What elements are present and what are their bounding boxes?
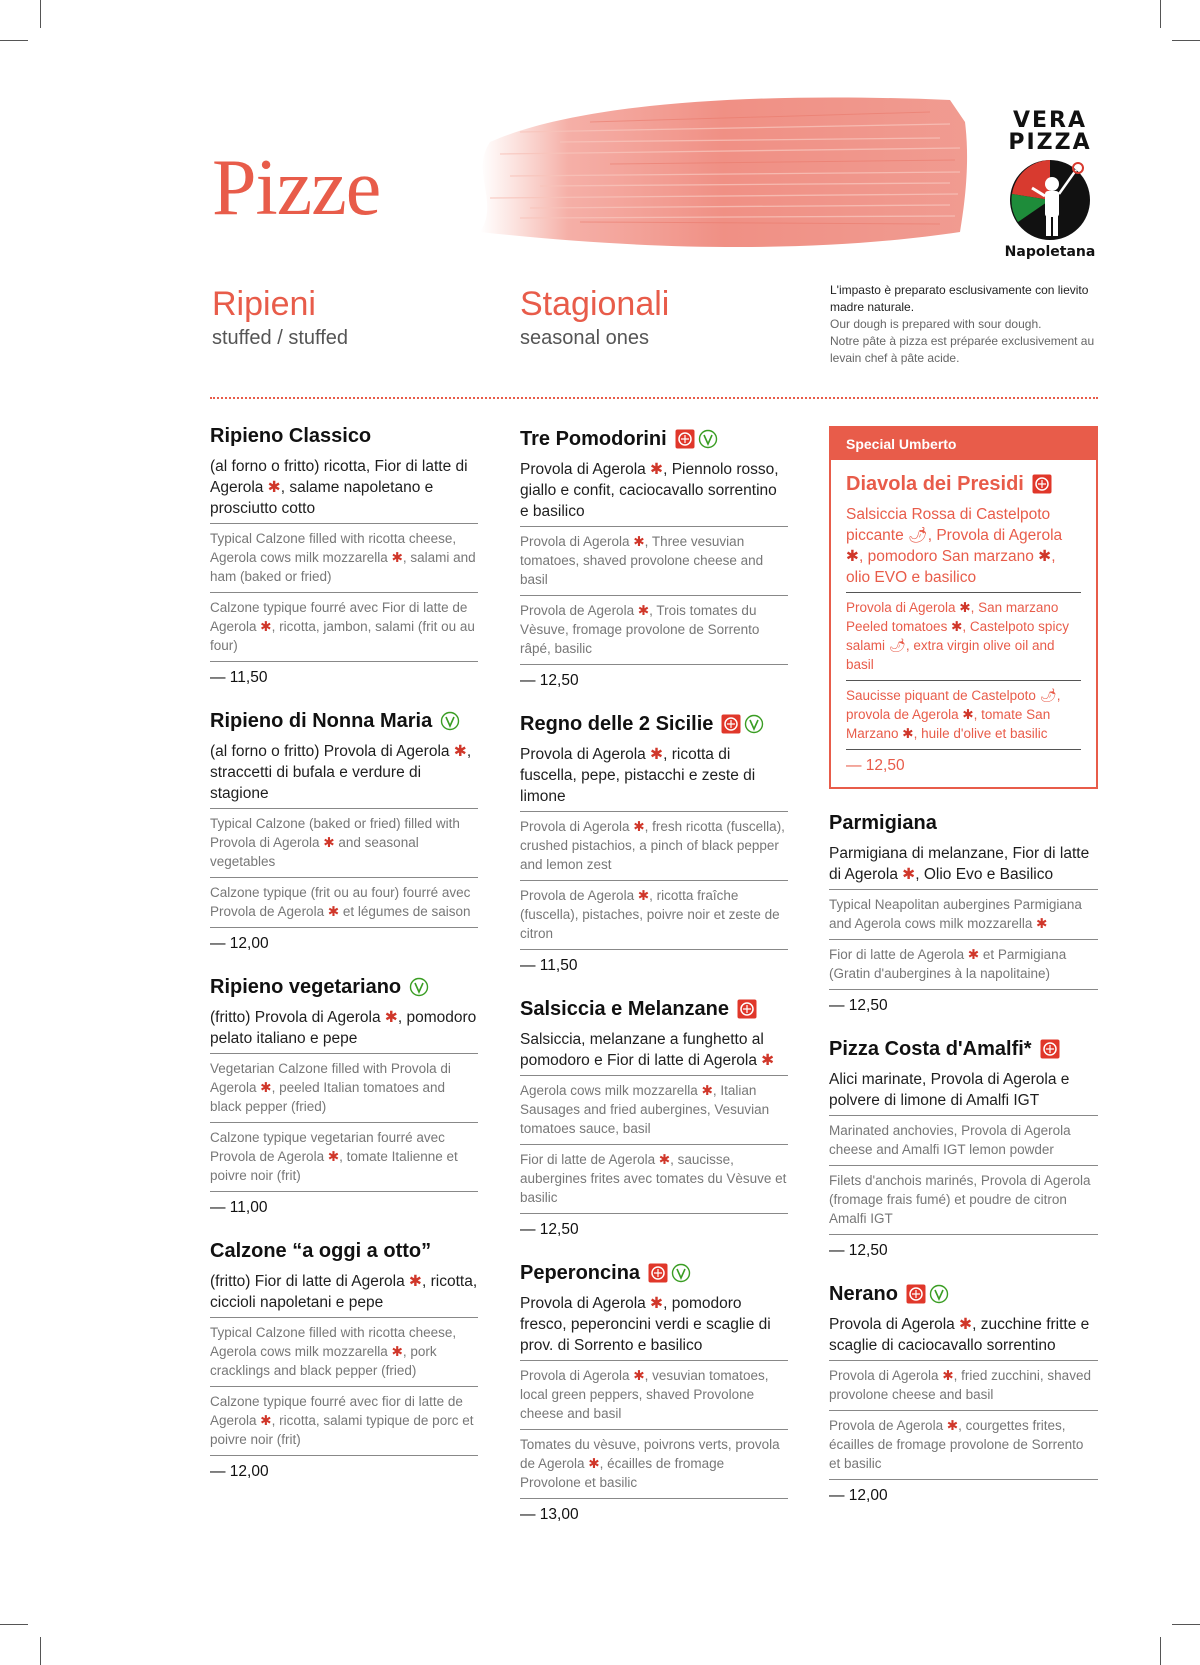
dop-star-icon: ✱ <box>409 1273 422 1290</box>
section-header-ripieni <box>212 285 348 350</box>
menu-item-desc: Provola di Agerola ✱, ricotta di fuscella, pepe, pistacchi e zeste di limone <box>520 744 788 812</box>
menu-item-en: Marinated anchovies, Provola di Agerola cheese and Amalfi IGT lemon powder <box>829 1116 1098 1166</box>
logo-line-pizza: PIZZA <box>1008 130 1092 155</box>
dop-star-icon: ✱ <box>267 479 281 496</box>
dop-star-icon: ✱ <box>967 947 980 962</box>
menu-item-en: Typical Neapolitan aubergines Parmigiana and Agerola cows milk mozzarella ✱ <box>829 890 1098 940</box>
slow-food-icon <box>721 714 741 734</box>
dop-star-icon: ✱ <box>391 550 403 565</box>
menu-item-fr: Provola de Agerola ✱, ricotta fraîche (fuscella), pistaches, poivre noir et zeste de citron <box>520 881 788 950</box>
menu-item-fr: Fior di latte de Agerola ✱, saucisse, aubergines frites avec tomates du Vèsuve et basilic <box>520 1145 788 1214</box>
menu-item-title: Ripieno Classico <box>210 425 372 447</box>
menu-item-name <box>210 1239 478 1263</box>
slow-food-icon <box>648 1263 668 1283</box>
menu-item-fr: Fior di latte de Agerola ✱ et Parmigiana (Gratin d'aubergines à la napolitaine) <box>829 940 1098 990</box>
menu-item-desc: Salsiccia Rossa di Castelpoto piccante 🌶, Provola di Agerola ✱, pomodoro San marzano ✱, olio EVO e basilico <box>846 504 1081 593</box>
menu-item-desc: (fritto) Provola di Agerola ✱, pomodoro pelato italiano e pepe <box>210 1007 478 1054</box>
logo-line-vera: VERA <box>1012 108 1088 133</box>
menu-item-fr: Calzone typique vegetarian fourré avec Provola de Agerola ✱, tomate Italienne et poivre noir (frit) <box>210 1123 478 1192</box>
column-specials <box>829 426 1098 1527</box>
vegetarian-icon <box>671 1263 691 1283</box>
column-ripieni <box>210 424 478 1503</box>
section-title: Ripieni <box>212 285 316 323</box>
menu-item-desc: (al forno o fritto) ricotta, Fior di latte di Agerola ✱, salame napoletano e prosciutto cotto <box>210 456 478 524</box>
dop-star-icon: ✱ <box>650 461 664 478</box>
menu-item-price: — 12,50 <box>520 672 579 689</box>
menu-item-desc: Alici marinate, Provola di Agerola e polvere di limone di Amalfi IGT <box>829 1069 1098 1116</box>
special-umberto-box <box>829 426 1098 789</box>
menu-item-title: Tre Pomodorini <box>520 428 667 450</box>
menu-item-price: — 12,00 <box>829 1487 888 1504</box>
crop-mark <box>0 40 28 41</box>
menu-item <box>520 712 788 975</box>
menu-item-fr: Calzone typique fourré avec Fior di latte de Agerola ✱, ricotta, jambon, salami (frit ou au four) <box>210 593 478 662</box>
dop-star-icon: ✱ <box>902 726 914 741</box>
menu-item <box>210 1239 478 1481</box>
vegetarian-icon <box>744 714 764 734</box>
crop-mark <box>1160 0 1161 28</box>
dop-star-icon: ✱ <box>701 1083 713 1098</box>
vegetarian-icon <box>440 711 460 731</box>
crop-mark <box>1172 1624 1200 1625</box>
menu-item-title: Diavola dei Presidi <box>846 473 1024 495</box>
dough-note-it: L'impasto è preparato esclusivamente con lievito madre naturale. <box>830 283 1089 314</box>
menu-item-title: Nerano <box>829 1283 898 1305</box>
dop-star-icon: ✱ <box>650 746 664 763</box>
menu-item-title: Peperoncina <box>520 1262 641 1284</box>
menu-item-name <box>846 472 1081 496</box>
menu-item-price: — 11,50 <box>210 669 268 686</box>
column-stagionali <box>520 427 788 1546</box>
menu-item-fr: Calzone typique (frit ou au four) fourré avec Provola de Agerola ✱ et légumes de saison <box>210 878 478 928</box>
menu-item-name <box>520 712 788 736</box>
vegetarian-icon <box>409 977 429 997</box>
section-header-stagionali <box>520 285 669 350</box>
menu-item-name <box>829 811 1098 835</box>
menu-item <box>210 424 478 687</box>
menu-item-name <box>520 997 788 1021</box>
dop-star-icon: ✱ <box>658 1152 671 1167</box>
menu-item-en: Typical Calzone (baked or fried) filled with Provola di Agerola ✱ and seasonal vegetables <box>210 809 478 878</box>
menu-item-en: Provola di Agerola ✱, San marzano Peeled tomatoes ✱, Castelpoto spicy salami 🌶, extra virgin olive oil and basil <box>846 593 1081 681</box>
slow-food-icon <box>1032 474 1052 494</box>
menu-item-en: Agerola cows milk mozzarella ✱, Italian Sausages and fried aubergines, Vesuvian tomatoes sauce, basil <box>520 1076 788 1145</box>
menu-item-en: Provola di Agerola ✱, vesuvian tomatoes, local green peppers, shaved Provolone cheese and basil <box>520 1361 788 1430</box>
dop-star-icon: ✱ <box>633 534 645 549</box>
dop-star-icon: ✱ <box>453 743 467 760</box>
dop-star-icon: ✱ <box>637 888 650 903</box>
dop-star-icon: ✱ <box>902 866 916 883</box>
dop-star-icon: ✱ <box>846 548 859 565</box>
dop-star-icon: ✱ <box>951 619 963 634</box>
menu-item <box>520 427 788 690</box>
vera-pizza-logo <box>1000 110 1100 260</box>
menu-item-fr: Tomates du vèsuve, poivrons verts, provola de Agerola ✱, écailles de fromage Provolone et basilic <box>520 1430 788 1499</box>
crop-mark <box>1172 40 1200 41</box>
dop-star-icon: ✱ <box>327 904 340 919</box>
menu-item-price: — 12,00 <box>210 935 269 952</box>
menu-item-en: Typical Calzone filled with ricotta cheese, Agerola cows milk mozzarella ✱, salami and ham (baked or fried) <box>210 524 478 593</box>
menu-item-title: Ripieno di Nonna Maria <box>210 710 433 732</box>
dough-note-en: Our dough is prepared with sour dough. <box>830 317 1042 331</box>
menu-item-name <box>210 975 478 999</box>
menu-item-title: Salsiccia e Melanzane <box>520 998 730 1020</box>
menu-item-desc: Provola di Agerola ✱, zucchine fritte e scaglie di caciocavallo sorrentino <box>829 1314 1098 1361</box>
menu-item-title: Regno delle 2 Sicilie <box>520 713 714 735</box>
menu-item <box>829 1282 1098 1505</box>
dop-star-icon: ✱ <box>637 603 650 618</box>
vegetarian-icon <box>698 429 718 449</box>
dop-star-icon: ✱ <box>384 1009 398 1026</box>
menu-item-name <box>520 1261 788 1285</box>
menu-item-fr: Calzone typique fourré avec fior di latte de Agerola ✱, ricotta, salami typique de porc et poivre noir (frit) <box>210 1387 478 1456</box>
menu-item-fr: Provola de Agerola ✱, courgettes frites, écailles de fromage provolone de Sorrento et basilic <box>829 1411 1098 1480</box>
dop-star-icon: ✱ <box>1036 916 1048 931</box>
menu-item <box>829 1037 1098 1260</box>
section-subtitle: seasonal ones <box>520 327 649 349</box>
menu-item-name <box>520 427 788 451</box>
dop-star-icon: ✱ <box>959 1316 973 1333</box>
dough-note-fr: Notre pâte à pizza est préparée exclusivement au levain chef à pâte acide. <box>830 334 1095 365</box>
dop-star-icon: ✱ <box>633 1368 645 1383</box>
menu-item-en: Provola di Agerola ✱, fried zucchini, shaved provolone cheese and basil <box>829 1361 1098 1411</box>
menu-item-title: Parmigiana <box>829 812 937 834</box>
menu-item-name <box>210 709 478 733</box>
dop-star-icon: ✱ <box>959 600 971 615</box>
menu-item-price: — 12,50 <box>520 1221 579 1238</box>
section-title: Stagionali <box>520 285 670 323</box>
dop-star-icon: ✱ <box>260 1413 272 1428</box>
menu-item <box>829 811 1098 1015</box>
dop-star-icon: ✱ <box>588 1456 600 1471</box>
dop-star-icon: ✱ <box>327 1149 340 1164</box>
menu-item-desc: Provola di Agerola ✱, Piennolo rosso, giallo e confit, caciocavallo sorrentino e basilico <box>520 459 788 527</box>
menu-item-desc: Provola di Agerola ✱, pomodoro fresco, peperoncini verdi e scaglie di prov. di Sorrento e basilico <box>520 1293 788 1361</box>
menu-item-en: Provola di Agerola ✱, fresh ricotta (fuscella), crushed pistachios, a pinch of black pepper and lemon zest <box>520 812 788 881</box>
crop-mark <box>1160 1637 1161 1665</box>
menu-item-fr: Filets d'anchois marinés, Provola di Agerola (fromage frais fumé) et poudre de citron Amalfi IGT <box>829 1166 1098 1235</box>
section-subtitle: stuffed / stuffed <box>212 327 349 349</box>
menu-item-desc: Salsiccia, melanzane a funghetto al pomodoro e Fior di latte di Agerola ✱ <box>520 1029 788 1076</box>
menu-item-price: — 13,00 <box>520 1506 579 1523</box>
crop-mark <box>40 1637 41 1665</box>
menu-item-name <box>829 1037 1098 1061</box>
menu-item-title: Calzone “a oggi a otto” <box>210 1240 432 1262</box>
dop-star-icon: ✱ <box>323 835 335 850</box>
menu-item <box>210 975 478 1217</box>
menu-item-name <box>210 424 478 448</box>
brush-stroke-decoration <box>460 82 980 257</box>
menu-item <box>210 709 478 953</box>
dop-star-icon: ✱ <box>260 1080 272 1095</box>
menu-item-en: Provola di Agerola ✱, Three vesuvian tomatoes, shaved provolone cheese and basil <box>520 527 788 596</box>
pizzaiolo-icon <box>1008 158 1092 242</box>
menu-item <box>520 997 788 1239</box>
page-title: Pizze <box>212 144 381 232</box>
menu-item-title: Ripieno vegetariano <box>210 976 402 998</box>
menu-item-price: — 11,00 <box>210 1199 268 1216</box>
menu-item-price: — 12,50 <box>829 997 888 1014</box>
dop-star-icon: ✱ <box>962 707 974 722</box>
slow-food-icon <box>675 429 695 449</box>
menu-item-fr: Provola de Agerola ✱, Trois tomates du Vèsuve, fromage provolone de Sorrento râpé, basilic <box>520 596 788 665</box>
menu-item-title: Pizza Costa d'Amalfi* <box>829 1038 1032 1060</box>
menu-item-price: — 12,50 <box>829 1242 888 1259</box>
dough-note <box>830 282 1110 367</box>
crop-mark <box>40 0 41 28</box>
vegetarian-icon <box>929 1284 949 1304</box>
dop-star-icon: ✱ <box>946 1418 959 1433</box>
slow-food-icon <box>737 999 757 1019</box>
logo-line-napoletana: Napoletana <box>1004 244 1096 260</box>
dop-star-icon: ✱ <box>1038 548 1052 565</box>
dop-star-icon: ✱ <box>260 619 272 634</box>
dop-star-icon: ✱ <box>650 1295 664 1312</box>
menu-item-en: Typical Calzone filled with ricotta cheese, Agerola cows milk mozzarella ✱, pork cracklings and black pepper (fried) <box>210 1318 478 1387</box>
dop-star-icon: ✱ <box>633 819 645 834</box>
dop-star-icon: ✱ <box>942 1368 954 1383</box>
menu-item-fr: Saucisse piquant de Castelpoto 🌶, provola de Agerola ✱, tomate San Marzano ✱, huile d'olive et basilic <box>846 681 1081 750</box>
crop-mark <box>0 1624 28 1625</box>
dop-star-icon: ✱ <box>391 1344 403 1359</box>
menu-item-price: — 11,50 <box>520 957 578 974</box>
menu-item-name <box>829 1282 1098 1306</box>
dop-star-icon: ✱ <box>761 1052 775 1069</box>
menu-item-desc: Parmigiana di melanzane, Fior di latte di Agerola ✱, Olio Evo e Basilico <box>829 843 1098 890</box>
menu-item <box>520 1261 788 1524</box>
special-label: Special Umberto <box>831 428 1096 460</box>
menu-item-price: — 12,00 <box>210 1463 269 1480</box>
menu-item-desc: (al forno o fritto) Provola di Agerola ✱, straccetti di bufala e verdure di stagione <box>210 741 478 809</box>
menu-item-desc: (fritto) Fior di latte di Agerola ✱, ricotta, ciccioli napoletani e pepe <box>210 1271 478 1318</box>
menu-item-en: Vegetarian Calzone filled with Provola di Agerola ✱, peeled Italian tomatoes and black pepper (fried) <box>210 1054 478 1123</box>
dotted-divider <box>210 397 1098 399</box>
slow-food-icon <box>1040 1039 1060 1059</box>
slow-food-icon <box>906 1284 926 1304</box>
menu-item-price: — 12,50 <box>846 757 905 774</box>
